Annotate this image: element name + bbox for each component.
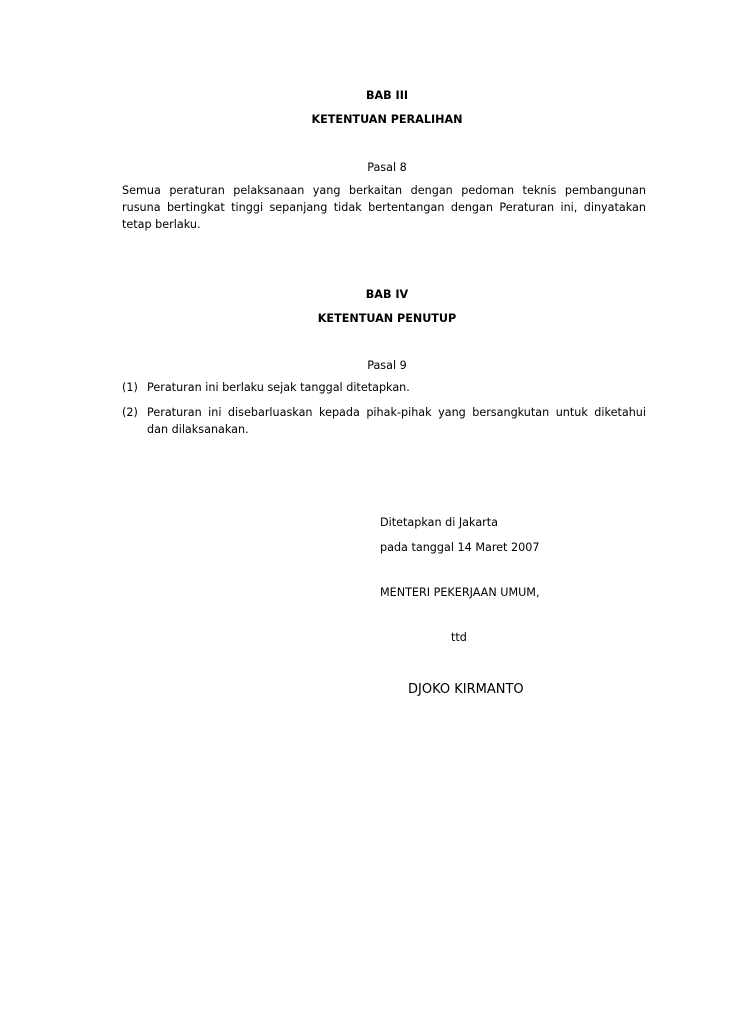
signature-ttd: ttd [451, 631, 467, 644]
list-item-text: Peraturan ini berlaku sejak tanggal ditetapkan. [147, 381, 410, 394]
list-item-number: (2) [122, 406, 138, 419]
pasal-9-heading: Pasal 9 [367, 359, 407, 372]
signature-office: MENTERI PEKERJAAN UMUM, [380, 586, 540, 599]
pasal-9-item-1 [122, 379, 646, 396]
bab3-title: KETENTUAN PERALIHAN [311, 113, 463, 126]
list-item-text: Peraturan ini disebarluaskan kepada pihak-pihak yang bersangkutan untuk diketahui dan dilaksanakan. [147, 406, 646, 436]
signatory-name: DJOKO KIRMANTO [408, 682, 524, 697]
pasal-9-item-2 [122, 404, 646, 438]
bab3-heading: BAB III [365, 89, 409, 102]
list-item-number: (1) [122, 381, 138, 394]
pasal-8-body: Semua peraturan pelaksanaan yang berkaitan dengan pedoman teknis pembangunan rusuna bertingkat tinggi sepanjang tidak bertentangan dengan Peraturan ini, dinyatakan tetap berlaku. [122, 184, 646, 231]
signature-date: pada tanggal 14 Maret 2007 [380, 541, 540, 554]
bab4-title: KETENTUAN PENUTUP [317, 312, 457, 325]
signature-place: Ditetapkan di Jakarta [380, 516, 499, 529]
pasal-8-heading: Pasal 8 [367, 161, 407, 174]
bab4-heading: BAB IV [365, 288, 409, 301]
